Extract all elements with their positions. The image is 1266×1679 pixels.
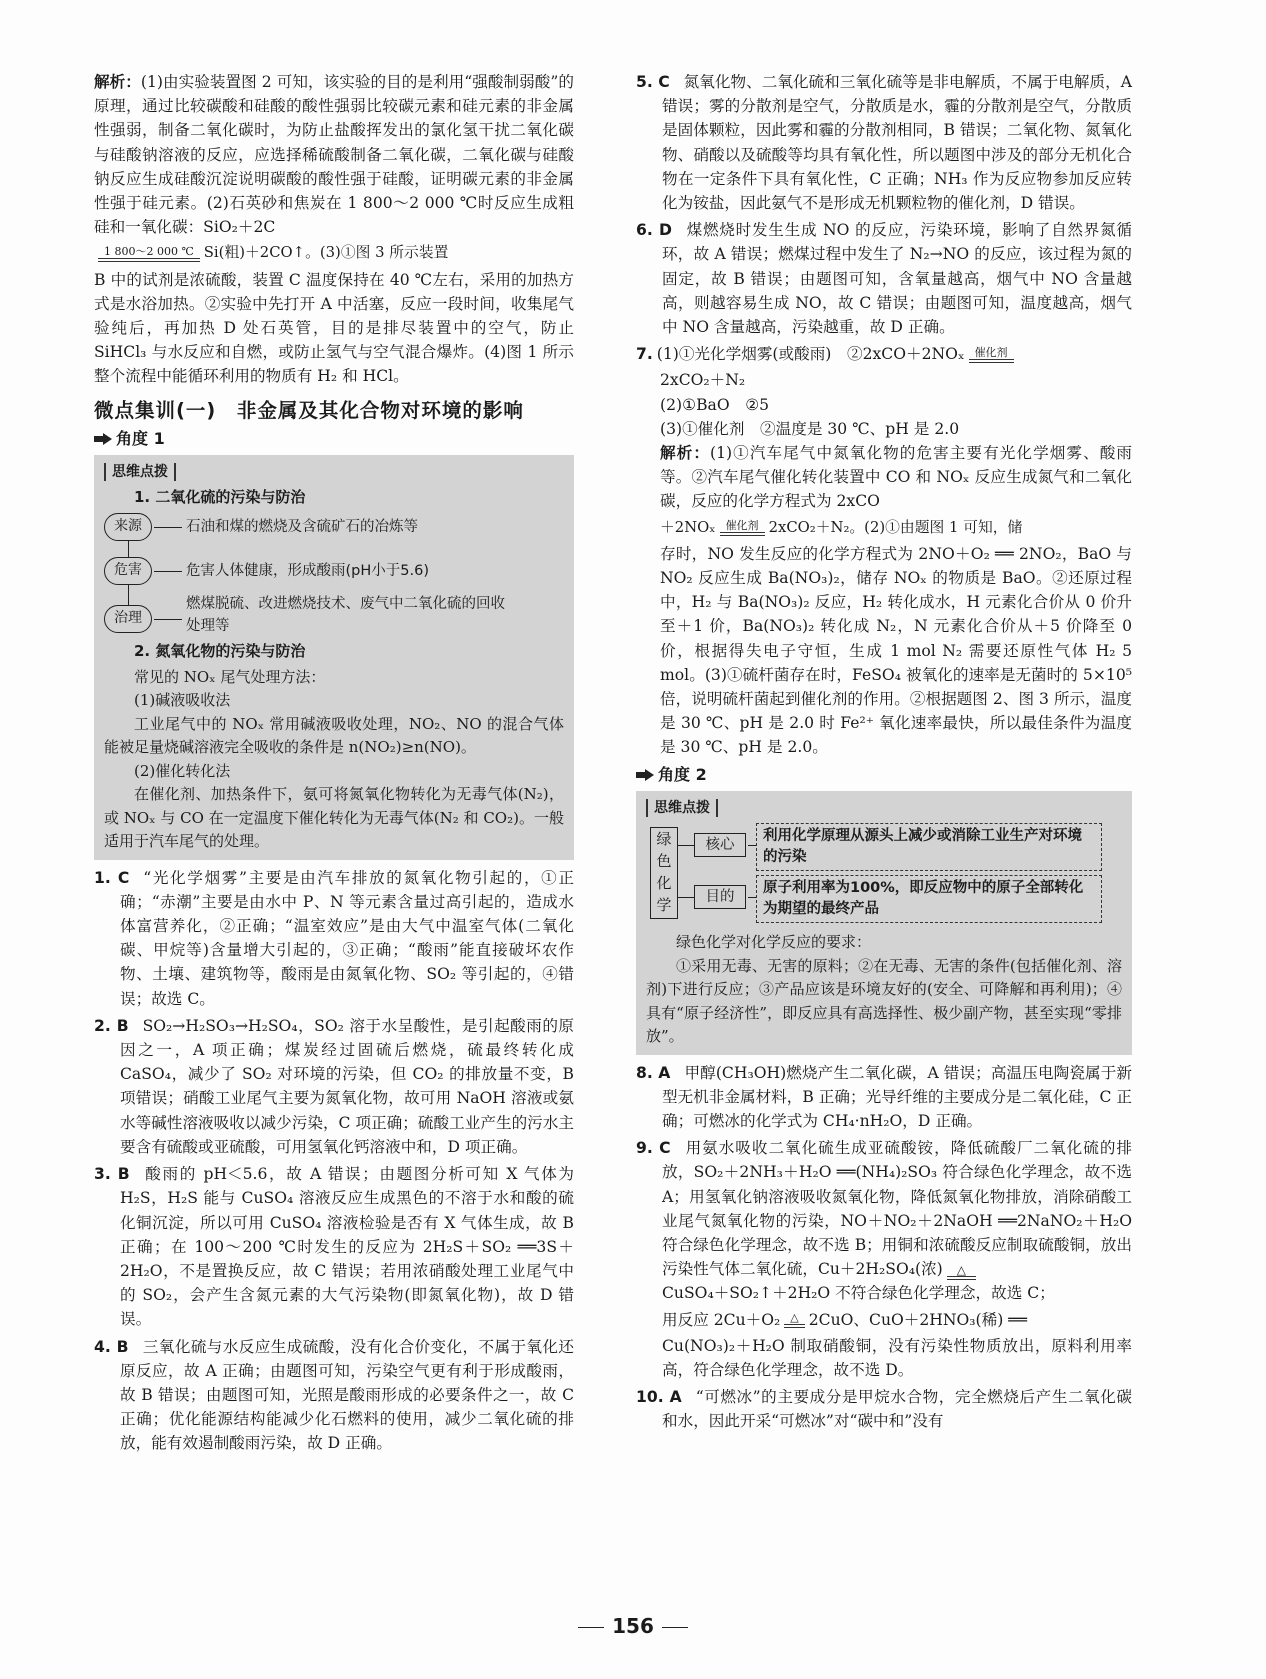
item-number: 2. B [94, 1016, 129, 1035]
box-text: 工业尾气中的 NOₓ 常用碱液吸收处理，NO₂、NO 的混合气体能被足量烧碱溶液完全吸收的条件是 n(NO₂)≥n(NO)。 [104, 714, 564, 757]
mind-link [154, 619, 182, 620]
diagram-connector [678, 897, 694, 898]
reaction-condition: △ [947, 1264, 976, 1280]
answer-item-2 [94, 1014, 574, 1159]
angle-label: 角度 2 [658, 764, 707, 784]
mind-text-harm: 危害人体健康，形成酸雨(pH小于5.6) [186, 563, 429, 580]
box-text: 绿色化学对化学反应的要求： [676, 933, 872, 952]
item-number: 9. C [636, 1139, 671, 1158]
answer-item-8 [636, 1061, 1132, 1134]
diagram-connector [678, 845, 694, 846]
item-text: 氮氧化物、二氧化硫和三氧化硫等是非电解质，不属于电解质，A 错误；雾的分散剂是空气，分散质是水，霾的分散剂是空气，分散质是固体颗粒，因此雾和霾的分散剂相同，B 错误；二氧化物、氮氧化物、硝酸以及硫酸等均具有氧化性，所以题图中涉及的部分无机化合物在一定条件下具有氧化性，C 正确；NH₃ 作为反应物参加反应转化为铵盐，因此氨气不是形成无机颗粒物的催化剂，D 错误。 [662, 73, 1132, 213]
answer-item-3 [94, 1162, 574, 1331]
item-text: CuSO₄＋SO₂↑＋2H₂O 不符合绿色化学理念，故选 C； [662, 1284, 1055, 1303]
item-text: 甲醇(CH₃OH)燃烧产生二氧化碳，A 错误；高温压电陶瓷属于新型无机非金属材料，B 正确；光导纤维的主要成分是二氧化硅，C 正确；可燃冰的化学式为 CH₄·nH₂O，D 正确。 [662, 1063, 1132, 1130]
item-number: 6. D [636, 221, 672, 240]
diagram-connector [748, 845, 756, 846]
box-text: (2)催化转化法 [134, 761, 231, 780]
item-text: “光化学烟雾”主要是由汽车排放的氮氧化物引起的，①正确；“赤潮”主要是由水中 P、N 等元素含量过高引起的，造成水体富营养化，②正确；“温室效应”是由大气中温室气体(二氧化碳、甲烷等)含量增大引起的，③正确；“酸雨”能直接破坏农作物、土壤、建筑物等，酸雨是由氮氧化物、SO₂ 等引起的，④错误；故选 C。 [120, 868, 574, 1008]
item-number: 7. [636, 345, 653, 364]
mind-link [154, 571, 182, 572]
equation-product: Si(粗)＋2CO↑。(3)①图 3 所示装置 [203, 244, 449, 262]
thinking-box-1 [94, 455, 574, 860]
right-column [636, 70, 1132, 1437]
section-title: 微点集训(一) 非金属及其化合物对环境的影响 [94, 398, 524, 422]
box-heading-nox: 2. 氮氧化物的污染与防治 [134, 642, 306, 661]
answer-item-7 [636, 342, 1132, 759]
reaction-condition: 催化剂 [969, 346, 1014, 363]
item9-text [636, 1136, 1132, 1281]
analysis-block [94, 70, 574, 239]
analysis-label: 解析： [94, 73, 141, 91]
value-core: 利用化学原理从源头上减少或消除工业生产对环境的污染 [756, 823, 1102, 871]
analysis-text: (1)由实验装置图 2 可知，该实验的目的是利用“强酸制弱酸”的原理，通过比较碳酸和硅酸的酸性强弱比较碳元素和硅元素的非金属性强弱，制备二氧化碳时，为防止盐酸挥发出的氯化氢干扰二氧化碳与硅酸钠溶液的反应，应选择稀硫酸制备二氧化碳，二氧化碳与硅酸钠反应生成硅酸沉淀说明碳酸的酸性强于硅酸，证明碳元素的非金属性强于硅元素。(2)石英砂和焦炭在 1 800～2 000 ℃时反应生成粗硅和一氧化碳：SiO₂＋2C [94, 73, 574, 237]
box-text: ①采用无毒、无害的原料；②在无毒、无害的条件(包括催化剂、溶剂)下进行反应；③产品应该是环境友好的(安全、可降解和再利用)；④具有“原子经济性”，即反应具有高选择性、极少副产物，甚至实现“零排放”。 [646, 956, 1122, 1046]
angle-heading-2 [636, 763, 1132, 787]
item7-answer-3: (3)①催化剂 ②温度是 30 ℃、pH 是 2.0 [660, 419, 960, 438]
item-text: 煤燃烧时发生生成 NO 的反应，污染环境，影响了自然界氮循环，故 A 错误；燃煤过程中发生了 N₂→NO 的反应，该过程为氮的固定，故 B 错误；由题图可知，含氧量越高，烟气中 NO 含量越高，则越容易生成 NO，故 C 错误；由题图可知，温度越高，烟气中 NO 含量越高，污染越重，故 D 正确。 [662, 221, 1132, 337]
item7-answer-1-cont: 2xCO₂＋N₂ [660, 371, 746, 390]
equation-si [94, 241, 574, 265]
arrow-right-icon [94, 433, 112, 445]
item-text: Cu(NO₃)₂＋H₂O 制取硝酸铜，没有污染性物质放出，原料利用率高，符合绿色化学理念，故不选 D。 [662, 1336, 1132, 1380]
answer-item-5 [636, 70, 1132, 215]
angle-label: 角度 1 [116, 428, 165, 448]
item-text: 用氨水吸收二氧化硫生成亚硫酸铵，降低硫酸厂二氧化硫的排放，SO₂＋2NH₃＋H₂O ══(NH₄)₂SO₃ 符合绿色化学理念，故不选 A；用氢氧化钠溶液吸收氮氧化物，降低氮氧化物排放，消除硝酸工业尾气氮氧化物的污染，NO＋NO₂＋2NaOH ══2NaNO₂＋H₂O 符合绿色化学理念，故不选 B；用铜和浓硫酸反应制取硫酸铜，放出污染性气体二氧化硫，Cu＋2H₂SO₄(浓) [662, 1139, 1132, 1279]
box-tag: 思维点拨 [104, 463, 176, 481]
item7-equation [636, 516, 1132, 540]
item7-analysis [636, 441, 1132, 514]
mind-node-treat: 治理 [104, 605, 152, 633]
item-text: 三氧化硫与水反应生成硫酸，没有化合价变化，不属于氧化还原反应，故 A 正确；由题图可知，污染空气更有利于形成酸雨，故 B 错误；由题图可知，光照是酸雨形成的必要条件之一，故 C 正确；优化能源结构能减少化石燃料的使用，减少二氧化硫的排放，能有效遏制酸雨污染，故 D 正确。 [120, 1337, 574, 1453]
analysis-text-2: 存时，NO 发生反应的化学方程式为 2NO＋O₂ ══ 2NO₂，BaO 与 NO₂ 反应生成 Ba(NO₃)₂，储存 NOₓ 的物质是 BaO。②还原过程中，H₂ 与 Ba(NO₃)₂ 反应，H₂ 转化成水，H 元素化合价从 0 价升至＋1 价，Ba(NO₃)₂ 转化成 N₂，N 元素化合价从＋5 价降至 0 价，根据得失电子守恒，生成 1 mol N₂ 需要还原性气体 H₂ 5 mol。(3)①硫杆菌存在时，FeSO₄ 被氧化的速率是无菌时的 5×10⁵ 倍，说明硫杆菌起到催化剂的作用。②根据题图 2、图 3 所示，温度是 30 ℃、pH 是 2.0 时 Fe²⁺ 氧化速率最快，所以最佳条件为温度是 30 ℃、pH 是 2.0。 [660, 544, 1132, 757]
box-heading-so2: 1. 二氧化硫的污染与防治 [134, 488, 306, 507]
item9-equation [636, 1308, 1132, 1332]
reaction-condition: △ [784, 1311, 804, 1328]
answer-item-1 [94, 866, 574, 1011]
item-text: “可燃冰”的主要成分是甲烷水合物，完全燃烧后产生二氧化碳和水，因此开采“可燃冰”对“碳中和”没有 [662, 1388, 1133, 1431]
mind-text-treat: 燃煤脱硫、改进燃烧技术、废气中二氧化硫的回收处理等 [186, 596, 505, 635]
answer-item-4 [94, 1335, 574, 1456]
arrow-right-icon [636, 769, 654, 781]
mind-node-harm: 危害 [104, 557, 152, 585]
angle-heading-1 [94, 427, 574, 451]
key-core: 核心 [694, 833, 746, 857]
analysis-label: 解析： [660, 444, 710, 463]
equation-left: 用反应 2Cu＋O₂ [662, 1310, 781, 1329]
equation-right: 2xCO₂＋N₂。(2)①由题图 1 可知，储 [768, 518, 1023, 536]
box-text: 在催化剂、加热条件下，氨可将氮氧化物转化为无毒气体(N₂)，或 NOₓ 与 CO 在一定温度下催化转化为无毒气体(N₂ 和 CO₂)。一般适用于汽车尾气的处理。 [104, 785, 564, 851]
reaction-condition: 1 800～2 000 ℃ [98, 245, 200, 262]
item-text: SO₂→H₂SO₃→H₂SO₄，SO₂ 溶于水呈酸性，是引起酸雨的原因之一，A 项正确；煤炭经过固硫后燃烧，硫最终转化成 CaSO₄，减少了 SO₂ 对环境的污染，但 CO₂ 的排放量不变，B 项错误；硝酸工业尾气主要为氮氧化物，故可用 NaOH 溶液或氨水等碱性溶液吸收以减少污染，C 项正确；硫酸工业产生的污水主要含有硫酸或亚硫酸，可用氢氧化钙溶液中和，D 项正确。 [120, 1016, 574, 1156]
analysis-text: (1)①汽车尾气中氮氧化物的危害主要有光化学烟雾、酸雨等。②汽车尾气催化转化装置中 CO 和 NOₓ 反应生成氮气和二氧化碳，反应的化学方程式为 2xCO [660, 444, 1132, 511]
item-number: 4. B [94, 1337, 129, 1356]
mind-node-source: 来源 [104, 513, 152, 541]
item7-line1 [636, 342, 1132, 366]
answer-item-9 [636, 1136, 1132, 1382]
item-text: 酸雨的 pH＜5.6，故 A 错误；由题图分析可知 X 气体为 H₂S，H₂S 能与 CuSO₄ 溶液反应生成黑色的不溶于水和酸的硫化铜沉淀，所以可用 CuSO₄ 溶液检验是否有 X 气体生成，故 B 正确；在 100～200 ℃时发生的反应为 2H₂S＋SO₂ ══3S＋2H₂O，不是置换反应，故 C 错误；若用浓硝酸处理工业尾气中的 SO₂，会产生含氮元素的大气污染物(即氮氧化物)，故 D 错误。 [120, 1165, 575, 1329]
key-purpose: 目的 [694, 885, 746, 909]
item-number: 10. A [636, 1388, 682, 1407]
reaction-condition: 催化剂 [720, 519, 765, 536]
item7-answer-1: (1)①光化学烟雾(或酸雨) ②2xCO＋2NOₓ [656, 345, 965, 364]
item-number: 5. C [636, 73, 670, 91]
item-number: 1. C [94, 868, 130, 887]
value-purpose: 原子利用率为100%，即反应物中的原子全部转化为期望的最终产品 [756, 875, 1102, 923]
item7-answer-2: (2)①BaO ②5 [660, 395, 770, 414]
item-number: 8. A [636, 1063, 671, 1082]
equation-right: 2CuO、CuO＋2HNO₃(稀) ══ [808, 1310, 1028, 1329]
green-chem-label: 绿色化学 [650, 827, 678, 919]
thinking-box-2 [636, 791, 1132, 1055]
left-column [94, 70, 574, 1459]
mind-link [154, 527, 182, 528]
page-number [0, 1614, 1266, 1638]
analysis-text-2: B 中的试剂是浓硫酸，装置 C 温度保持在 40 ℃左右，采用的加热方式是水浴加热。②实验中先打开 A 中活塞，反应一段时间，收集尾气验纯后，再加热 D 处石英管，目的是排尽装置中的空气，防止 SiHCl₃ 与水反应和自燃，或防止氢气与空气混合爆炸。(4)图 1 所示整个流程中能循环利用的物质有 H₂ 和 HCl。 [94, 270, 574, 386]
green-chemistry-diagram [646, 823, 1122, 927]
answer-item-6 [636, 218, 1132, 339]
mind-text-source: 石油和煤的燃烧及含硫矿石的冶炼等 [186, 519, 418, 536]
so2-mind-map [104, 511, 564, 637]
page-number-text: 156 [612, 1614, 654, 1638]
diagram-connector [748, 897, 756, 898]
box-text: (1)碱液吸收法 [134, 691, 231, 710]
box-tag: 思维点拨 [646, 799, 718, 817]
item-number: 3. B [94, 1165, 130, 1184]
answer-item-10 [636, 1385, 1132, 1433]
box-text: 常见的 NOₓ 尾气处理方法： [134, 667, 326, 686]
equation-left: ＋2NOₓ [660, 518, 716, 536]
